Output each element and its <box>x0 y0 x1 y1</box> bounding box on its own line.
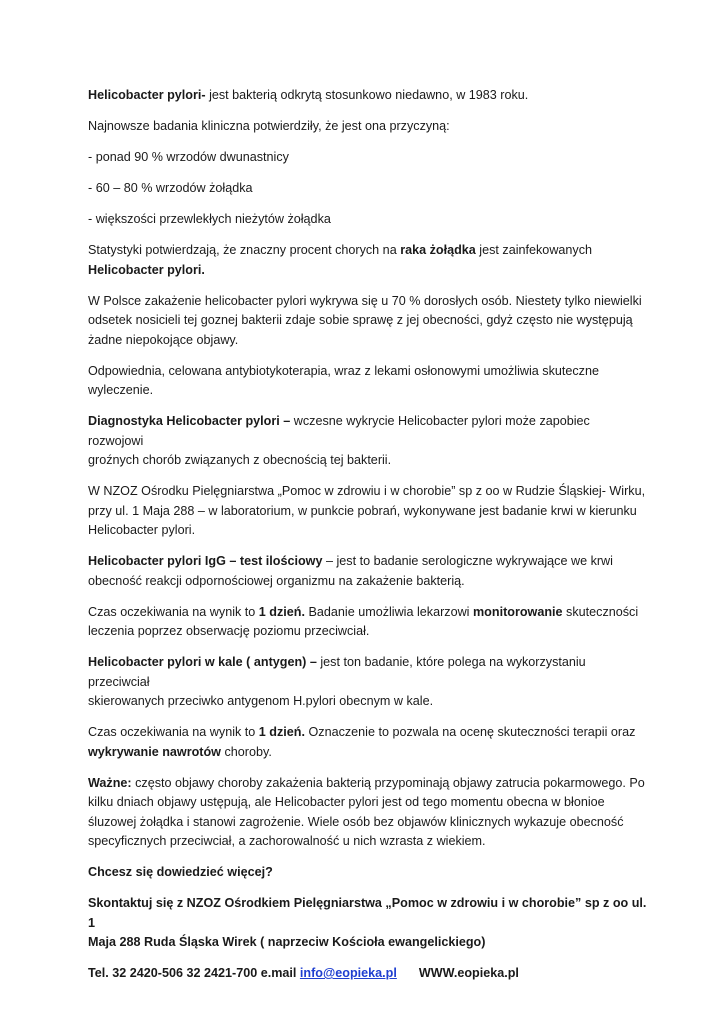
causes-heading: Najnowsze badania kliniczna potwierdziły, że jest ona przyczyną: <box>88 119 450 133</box>
line: groźnych chorób związanych z obecnością tej bakterii. <box>88 453 392 467</box>
line: W NZOZ Ośrodku Pielęgniarstwa „Pomoc w zdrowiu i w chorobie” sp z oo w Rudzie Śląskiej- Wirku, <box>88 484 646 498</box>
line: specyficznych przeciwciał, a zachorowalność u nich wzrasta z wiekiem. <box>88 834 486 848</box>
intro-bold: Helicobacter pylori- <box>88 88 206 102</box>
stat-text: Statystyki potwierdzają, że znaczny procent chorych na <box>88 243 401 257</box>
line: kilku dniach objawy ustępują, ale Helicobacter pylori jest od tego momentu obecna w błonioe <box>88 795 605 809</box>
line: skuteczności <box>562 604 639 619</box>
line: jest ton badanie, które polega na wykorzystaniu przeciwciał <box>88 655 586 689</box>
line: W Polsce zakażenie helicobacter pylori wykrywa się u 70 % dorosłych osób. Niestety tylko niewielki <box>88 293 642 308</box>
line: wczesne wykrycie Helicobacter pylori może zapobiec rozwojowi <box>88 414 590 448</box>
line: żadne niepokojące objawy. <box>88 332 239 347</box>
stat-text: jest zainfekowanych <box>475 243 593 257</box>
more-info-heading <box>88 863 648 883</box>
line: obecność reakcji odpornościowej organizmu na zakażenie bakterią. <box>88 573 465 588</box>
contact-line <box>88 964 648 984</box>
important-paragraph <box>88 774 648 852</box>
stool-wait-paragraph <box>88 723 648 762</box>
contact-bold: Maja 288 Ruda Śląska Wirek ( naprzeciw Kościoła ewangelickiego) <box>88 935 486 949</box>
clinic-paragraph <box>88 482 648 541</box>
line: Czas oczekiwania na wynik to <box>88 725 259 739</box>
poland-paragraph <box>88 292 648 351</box>
stat-bold: raka żołądka <box>400 243 476 257</box>
contact-paragraph <box>88 894 648 953</box>
more-info-bold: Chcesz się dowiedzieć więcej? <box>88 865 273 879</box>
line: skierowanych przeciwko antygenom H.pylori obecnym w kale. <box>88 694 434 708</box>
intro-paragraph <box>88 86 648 106</box>
list-item: - 60 – 80 % wrzodów żołądka <box>88 181 253 195</box>
intro-text: jest bakterią odkrytą stosunkowo niedawno, w 1983 roku. <box>205 88 529 102</box>
phone-numbers: Tel. 32 2420-506 32 2421-700 e.mail <box>88 966 300 980</box>
document-body <box>88 86 648 984</box>
statistics-paragraph <box>88 241 648 280</box>
therapy-paragraph <box>88 362 648 401</box>
line: śluzowej żołądka i stanowi zagrożenie. Wiele osób bez objawów klinicznych wykazuje obecność <box>88 814 624 829</box>
website-text: WWW.eopieka.pl <box>418 966 519 980</box>
diagnostics-paragraph <box>88 412 648 471</box>
wait-bold: 1 dzień. <box>258 725 305 739</box>
monitor-bold: monitorowanie <box>472 604 563 619</box>
igg-paragraph <box>88 552 648 591</box>
line: Czas oczekiwania na wynik to <box>88 604 259 619</box>
line: Oznaczenie to pozwala na ocenę skuteczności terapii oraz <box>304 725 636 739</box>
relapse-bold: wykrywanie nawrotów <box>88 744 221 759</box>
line: – jest to badanie serologiczne wykrywające we krwi <box>322 554 613 568</box>
line: leczenia poprzez obserwację poziomu przeciwciał. <box>88 624 370 638</box>
list-item: - ponad 90 % wrzodów dwunastnicy <box>88 150 289 164</box>
line: przy ul. 1 Maja 288 – w laboratorium, w punkcie pobrań, wykonywane jest badanie krwi w kierunku <box>88 503 637 518</box>
line: Helicobacter pylori. <box>88 523 196 537</box>
line: Odpowiednia, celowana antybiotykoterapia, wraz z lekami osłonowymi umożliwia skuteczne <box>88 363 599 378</box>
stool-bold: Helicobacter pylori w kale ( antygen) – <box>88 655 317 669</box>
list-item: - większości przewlekłych nieżytów żołądka <box>88 212 331 226</box>
contact-bold: Skontaktuj się z NZOZ Ośrodkiem Pielęgniarstwa „Pomoc w zdrowiu i w chorobie” sp z oo ul. 1 <box>88 896 647 930</box>
line: często objawy choroby zakażenia bakterią przypominają objawy zatrucia pokarmowego. Po <box>131 775 645 790</box>
line: odsetek nosicieli tej goznej bakterii zdaje sobie sprawę z jej obecności, gdyż często nie występują <box>88 313 633 327</box>
stool-paragraph <box>88 653 648 712</box>
stat-bold: Helicobacter pylori. <box>88 262 205 277</box>
line: choroby. <box>220 744 272 759</box>
line: wyleczenie. <box>88 383 154 397</box>
igg-wait-paragraph <box>88 603 648 642</box>
wait-bold: 1 dzień. <box>258 604 305 619</box>
line: Badanie umożliwia lekarzowi <box>304 604 473 619</box>
important-bold: Ważne: <box>88 775 132 790</box>
diagnostics-bold: Diagnostyka Helicobacter pylori – <box>88 414 291 428</box>
email-link[interactable]: info@eopieka.pl <box>299 966 397 980</box>
igg-bold: Helicobacter pylori IgG – test ilościowy <box>88 554 323 568</box>
